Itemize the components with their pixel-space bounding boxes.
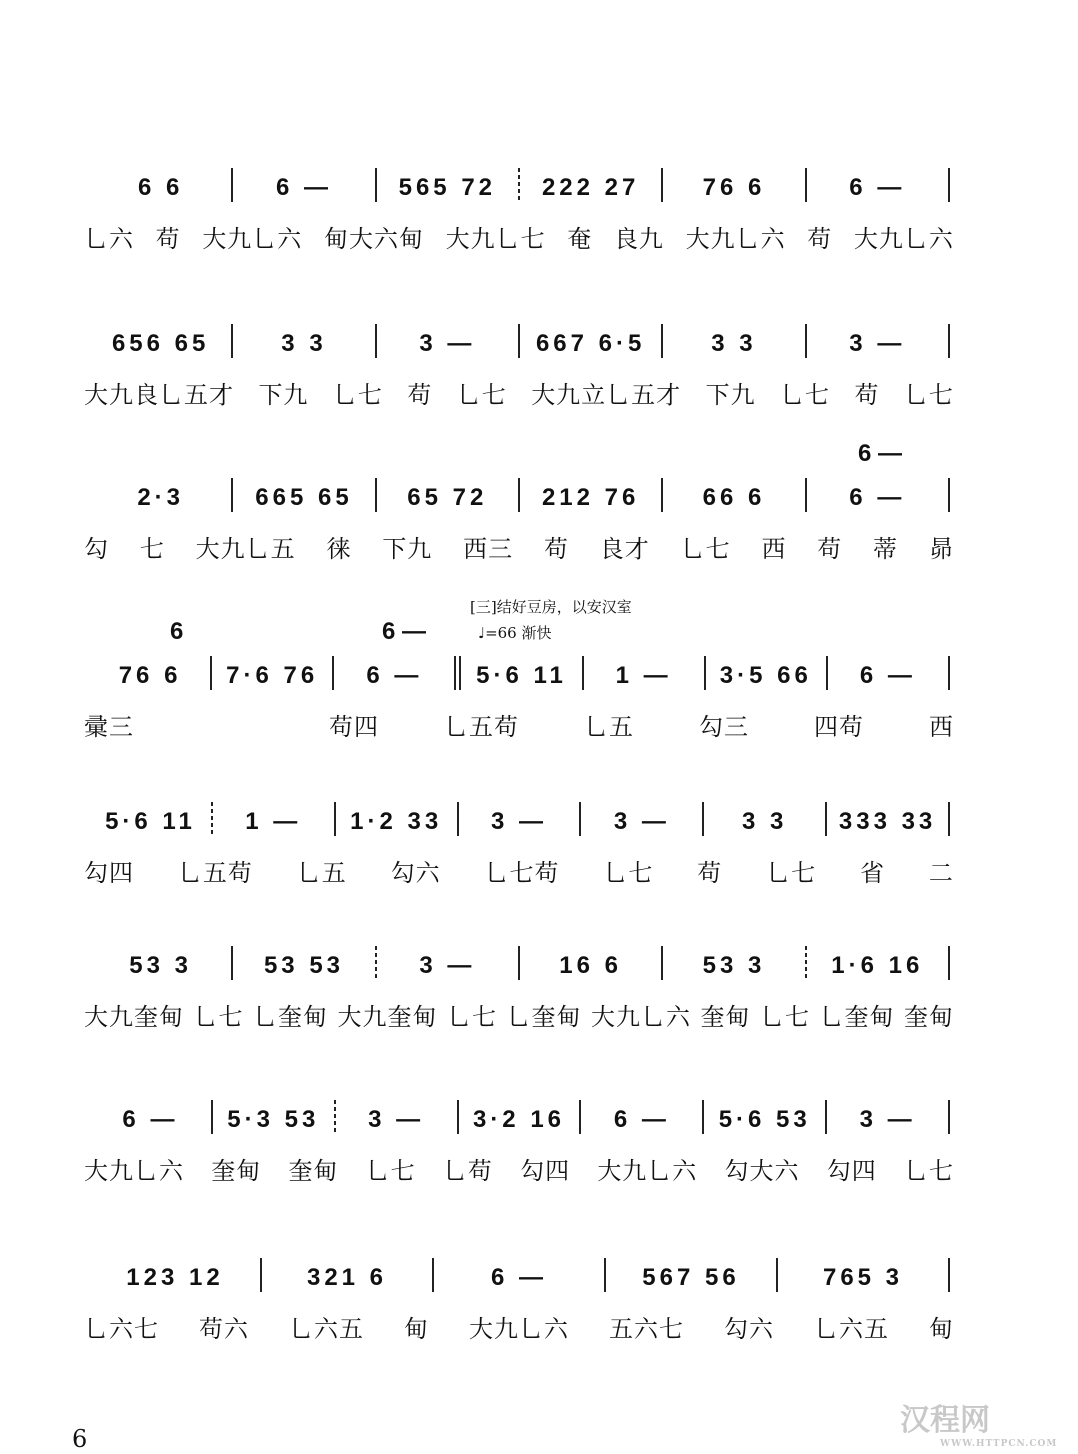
- measure: 2·3: [137, 484, 184, 511]
- tablature-glyph: 省: [860, 859, 885, 887]
- tablature-glyph: 乚七: [760, 1003, 810, 1031]
- barline: [948, 802, 950, 836]
- measure: 76 6: [118, 662, 182, 689]
- measure: 6 —: [613, 1106, 670, 1133]
- tablature-glyph: 勾六: [390, 859, 441, 887]
- tablature-glyph: 大九乚六: [84, 1157, 184, 1185]
- measure: 5·6 53: [718, 1106, 811, 1133]
- tablature-glyph: 徕: [326, 535, 352, 563]
- tablature-glyph: 勾四: [520, 1157, 571, 1185]
- measure: 16 6: [559, 952, 622, 979]
- tablature-glyph: 大九乚六: [469, 1315, 569, 1343]
- tablature-glyph: 彚三: [84, 713, 134, 741]
- barline: [948, 946, 950, 980]
- measure: 1 —: [615, 662, 672, 689]
- measure: 1·2 33: [350, 808, 443, 835]
- measure: 3 3: [281, 330, 327, 357]
- tablature-glyph: 西: [929, 713, 954, 741]
- tablature-glyph: 大九良乚五才: [84, 381, 234, 409]
- tablature-glyph: 乚七: [447, 1003, 497, 1031]
- notation-line: [90, 1104, 950, 1134]
- notation-line: [90, 172, 950, 202]
- measure: 3 —: [368, 1106, 425, 1133]
- tablature-glyph: 乚七: [780, 381, 831, 409]
- measure: 3 —: [859, 1106, 916, 1133]
- tablature-line: [84, 224, 954, 254]
- tablature-glyph: 乚奎甸: [506, 1003, 582, 1031]
- barline: [454, 656, 461, 690]
- barline: [948, 478, 950, 512]
- barline: [948, 324, 950, 358]
- tablature-glyph: 乚奎甸: [253, 1003, 328, 1031]
- notation-line: [90, 1262, 950, 1292]
- tablature-glyph: 苟四: [329, 713, 379, 741]
- upper-voice-note: 6 —: [858, 440, 903, 467]
- barline: [948, 656, 950, 690]
- measure: 3 —: [613, 808, 670, 835]
- tablature-glyph: 大九乚六: [202, 225, 303, 253]
- measure: 123 12: [126, 1264, 224, 1291]
- measure: 1·6 16: [831, 952, 924, 979]
- tablature-glyph: 甸: [929, 1315, 954, 1343]
- tablature-glyph: 大九乚五: [195, 535, 296, 563]
- tablature-glyph: 乚六七: [84, 1315, 159, 1343]
- tablature-glyph: 奎甸: [904, 1003, 954, 1031]
- measure: 222 27: [541, 174, 640, 201]
- notation-line: [90, 660, 950, 690]
- tablature-glyph: 甸大六甸: [323, 225, 424, 253]
- measure: 3 3: [711, 330, 757, 357]
- measure: 3·2 16: [472, 1106, 566, 1133]
- tablature-glyph: 乚七: [903, 381, 954, 409]
- tablature-glyph: 下九: [382, 535, 433, 563]
- tablature-glyph: 西: [761, 535, 787, 563]
- tablature-line: [84, 1314, 954, 1344]
- tablature-glyph: 乚七: [332, 381, 383, 409]
- measure: 6 —: [490, 1264, 547, 1291]
- tablature-glyph: 大九奎甸: [84, 1003, 184, 1031]
- tablature-glyph: 乚五: [584, 713, 634, 741]
- barline: [948, 1258, 950, 1292]
- tablature-glyph: 乚六五: [289, 1315, 364, 1343]
- measure: 567 56: [642, 1264, 740, 1291]
- measure: 3 3: [742, 808, 788, 835]
- section-title: [三]结好豆房，以安汉室: [470, 598, 632, 616]
- measure: 53 3: [129, 952, 193, 979]
- tablature-glyph: 下九: [258, 381, 309, 409]
- tablature-glyph: 乚七: [603, 859, 654, 887]
- measure: 3 —: [491, 808, 548, 835]
- measure: 1 —: [245, 808, 302, 835]
- barline: [948, 168, 950, 202]
- measure: 6 —: [366, 662, 423, 689]
- measure: 565 72: [398, 174, 497, 201]
- measure: 212 76: [541, 484, 640, 511]
- notation-line: [90, 482, 950, 512]
- measure: 76 6: [702, 174, 766, 201]
- tablature-glyph: 甸: [404, 1315, 429, 1343]
- tablature-glyph: 苟六: [199, 1315, 249, 1343]
- measure: 665 65: [255, 484, 353, 511]
- measure: 65 72: [407, 484, 488, 511]
- tablature-glyph: 勾四: [84, 859, 134, 887]
- tablature-glyph: 大九立乚五才: [531, 381, 682, 409]
- measure: 53 53: [263, 952, 345, 979]
- tablature-glyph: 乚七苟: [484, 859, 560, 887]
- tablature-glyph: 乚五苟: [444, 713, 519, 741]
- measure: 53 3: [702, 952, 766, 979]
- tablature-glyph: 大九乚六: [685, 225, 786, 253]
- tablature-glyph: 苟: [807, 225, 833, 253]
- tablature-glyph: 勾六: [724, 1315, 774, 1343]
- measure: 66 6: [702, 484, 766, 511]
- measure: 3 —: [849, 330, 906, 357]
- notation-line: [90, 950, 950, 980]
- measure: 3·5 66: [719, 662, 812, 689]
- tablature-glyph: 奎甸: [288, 1157, 339, 1185]
- tablature-glyph: 昴: [928, 535, 954, 563]
- tablature-glyph: 大九乚六: [591, 1003, 691, 1031]
- tablature-glyph: 蒂: [873, 535, 899, 563]
- tablature-glyph: 乚七: [766, 859, 817, 887]
- tablature-glyph: 乚六: [84, 225, 134, 253]
- notation-line: [90, 328, 950, 358]
- tablature-glyph: 勾三: [699, 713, 749, 741]
- measure: 656 65: [111, 330, 210, 357]
- measure: 6 6: [137, 174, 184, 201]
- tablature-glyph: 乚七: [365, 1157, 416, 1185]
- tablature-glyph: 奎甸: [211, 1157, 262, 1185]
- measure: 5·3 53: [227, 1106, 320, 1133]
- measure: 6 —: [849, 484, 906, 511]
- tablature-line: [84, 712, 954, 742]
- tablature-glyph: 乚奎甸: [819, 1003, 895, 1031]
- tablature-glyph: 苟: [543, 535, 569, 563]
- tablature-line: [84, 858, 954, 888]
- tablature-glyph: 西三: [463, 535, 514, 563]
- tablature-glyph: 下九: [705, 381, 756, 409]
- measure: 6 —: [859, 662, 916, 689]
- tablature-glyph: 良九: [613, 225, 664, 253]
- measure: 765 3: [822, 1264, 904, 1291]
- tablature-glyph: 苟: [854, 381, 880, 409]
- measure: 667 6·5: [535, 330, 646, 357]
- tablature-glyph: 五六七: [609, 1315, 684, 1343]
- measure: 3 —: [419, 330, 476, 357]
- measure: 6 —: [275, 174, 332, 201]
- tablature-glyph: 乚七: [456, 381, 507, 409]
- notation-line: [90, 806, 950, 836]
- measure: 7·6 76: [226, 662, 319, 689]
- tablature-line: [84, 380, 954, 410]
- tablature-glyph: 乚苟: [442, 1157, 493, 1185]
- tablature-glyph: 乚七: [680, 535, 731, 563]
- page-number: 6: [72, 1425, 88, 1453]
- tablature-glyph: 乚五: [296, 859, 347, 887]
- tablature-glyph: 乚七: [903, 1157, 954, 1185]
- tablature-glyph: 乚五苟: [177, 859, 253, 887]
- tempo-marking: ♩=66 渐快: [478, 624, 552, 642]
- measure: 3 —: [419, 952, 476, 979]
- measure: 333 33: [838, 808, 937, 835]
- watermark-logo: 汉程网 WWW.HTTPCN.COM: [900, 1403, 1058, 1449]
- measure: 6 —: [122, 1106, 179, 1133]
- tablature-glyph: 乚七: [193, 1003, 244, 1031]
- tablature-glyph: 大九奎甸: [337, 1003, 438, 1031]
- measure: 321 6: [306, 1264, 388, 1291]
- tablature-glyph: 七: [139, 535, 165, 563]
- tablature-glyph: 大九乚六: [853, 225, 954, 253]
- upper-voice-note: 6 —: [382, 618, 427, 645]
- tablature-glyph: 苟: [817, 535, 843, 563]
- tablature-glyph: 苟: [697, 859, 723, 887]
- upper-voice-note: 6: [170, 618, 184, 645]
- tablature-glyph: 四苟: [814, 713, 864, 741]
- tablature-glyph: 勾四: [826, 1157, 877, 1185]
- tablature-glyph: 奄: [567, 225, 593, 253]
- barline: [948, 1100, 950, 1134]
- tablature-glyph: 大九乚六: [597, 1157, 698, 1185]
- tablature-line: [84, 1156, 954, 1186]
- tablature-glyph: 苟: [407, 381, 433, 409]
- tablature-glyph: 奎甸: [700, 1003, 751, 1031]
- tablature-glyph: 勾: [84, 535, 109, 563]
- tablature-glyph: 大九乚七: [445, 225, 546, 253]
- tablature-glyph: 二: [928, 859, 954, 887]
- tablature-glyph: 良才: [599, 535, 650, 563]
- measure: 6 —: [849, 174, 906, 201]
- measure: 5·6 11: [476, 662, 567, 689]
- tablature-line: [84, 534, 954, 564]
- tablature-glyph: 苟: [155, 225, 181, 253]
- tablature-glyph: 乚六五: [814, 1315, 889, 1343]
- tablature-glyph: 勾大六: [724, 1157, 800, 1185]
- tablature-line: [84, 1002, 954, 1032]
- measure: 5·6 11: [105, 808, 196, 835]
